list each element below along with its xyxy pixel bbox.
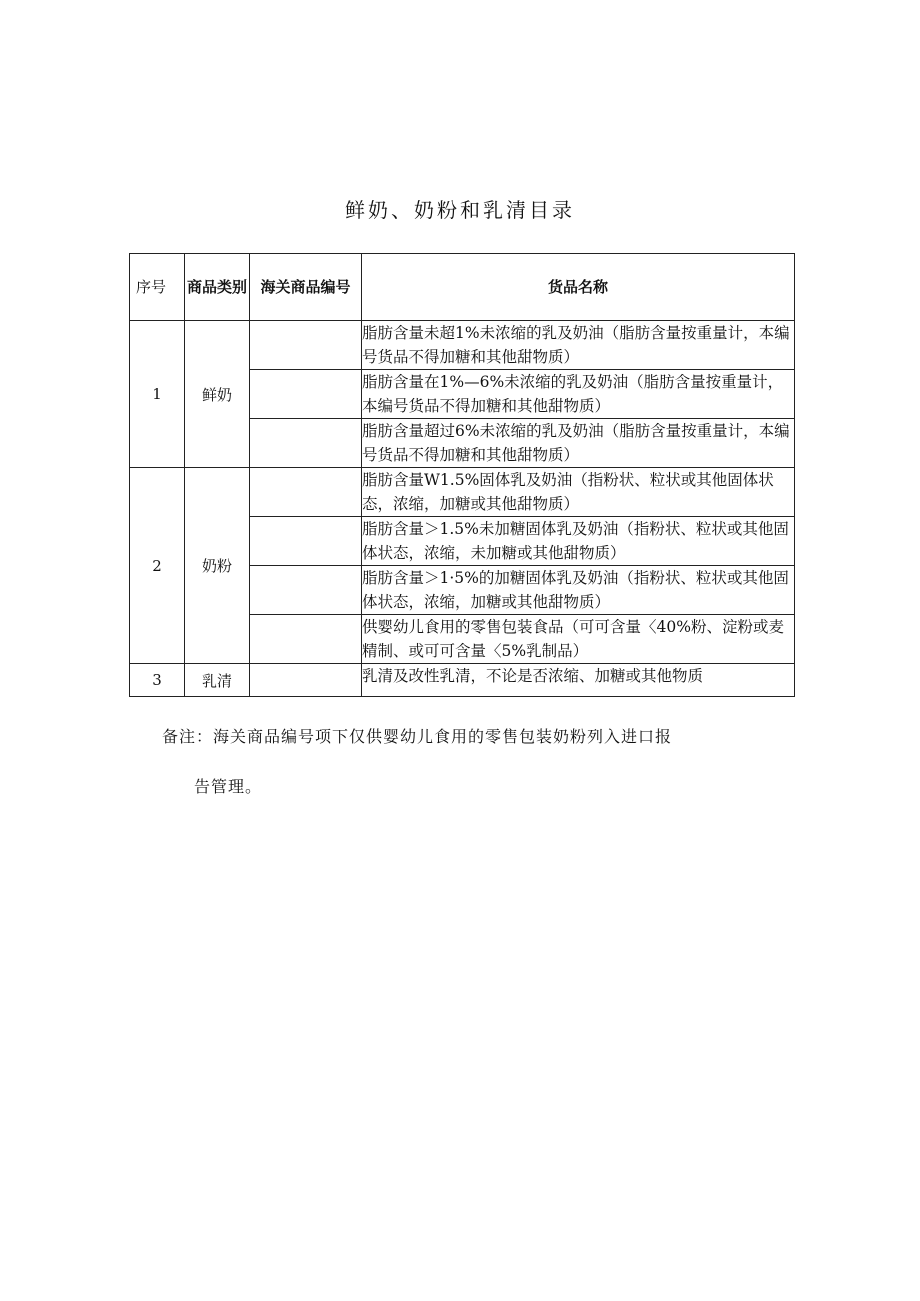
seq-cell: 1 <box>130 321 185 468</box>
remark-line: 备注：海关商品编号项下仅供婴幼儿食用的零售包装奶粉列入进口报 <box>162 727 673 746</box>
table-row <box>130 321 795 370</box>
remark-note <box>162 712 782 812</box>
goods-name-cell: 乳清及改性乳清，不论是否浓缩、加糖或其他物质 <box>362 664 795 697</box>
goods-name-cell: 脂肪含量＞1.5%未加糖固体乳及奶油（指粉状、粒状或其他固体状态，浓缩，未加糖或其他甜物质） <box>362 517 795 566</box>
hs-code-cell <box>250 419 362 468</box>
hs-code-cell <box>250 370 362 419</box>
goods-name-cell: 脂肪含量W1.5%固体乳及奶油（指粉状、粒状或其他固体状态，浓缩，加糖或其他甜物质） <box>362 468 795 517</box>
category-cell: 奶粉 <box>185 468 250 664</box>
hs-code-cell <box>250 615 362 664</box>
hs-code-cell <box>250 321 362 370</box>
category-cell: 乳清 <box>185 664 250 697</box>
header-hs-code: 海关商品编号 <box>250 254 362 321</box>
table-header-row <box>130 254 795 321</box>
goods-name-cell: 脂肪含量＞1·5%的加糖固体乳及奶油（指粉状、粒状或其他固体状态，浓缩，加糖或其他甜物质） <box>362 566 795 615</box>
hs-code-cell <box>250 517 362 566</box>
goods-name-cell: 脂肪含量超过6%未浓缩的乳及奶油（脂肪含量按重量计，本编号货品不得加糖和其他甜物质） <box>362 419 795 468</box>
hs-code-cell <box>250 468 362 517</box>
document-title: 鲜奶、奶粉和乳清目录 <box>345 198 575 222</box>
goods-name-cell: 供婴幼儿食用的零售包装食品（可可含量〈40%粉、淀粉或麦精制、或可可含量〈5%乳制品） <box>362 615 795 664</box>
header-name: 货品名称 <box>362 254 795 321</box>
goods-name-cell: 脂肪含量未超1%未浓缩的乳及奶油（脂肪含量按重量计，本编号货品不得加糖和其他甜物质） <box>362 321 795 370</box>
catalog-table <box>129 253 795 697</box>
header-seq: 序号 <box>130 254 185 321</box>
hs-code-cell <box>250 566 362 615</box>
header-category: 商品类别 <box>185 254 250 321</box>
table-row <box>130 664 795 697</box>
remark-line: 告管理。 <box>194 777 263 796</box>
seq-cell: 2 <box>130 468 185 664</box>
category-cell: 鲜奶 <box>185 321 250 468</box>
goods-name-cell: 脂肪含量在1%—6%未浓缩的乳及奶油（脂肪含量按重量计，本编号货品不得加糖和其他甜物质） <box>362 370 795 419</box>
hs-code-cell <box>250 664 362 697</box>
seq-cell: 3 <box>130 664 185 697</box>
table-row <box>130 468 795 517</box>
